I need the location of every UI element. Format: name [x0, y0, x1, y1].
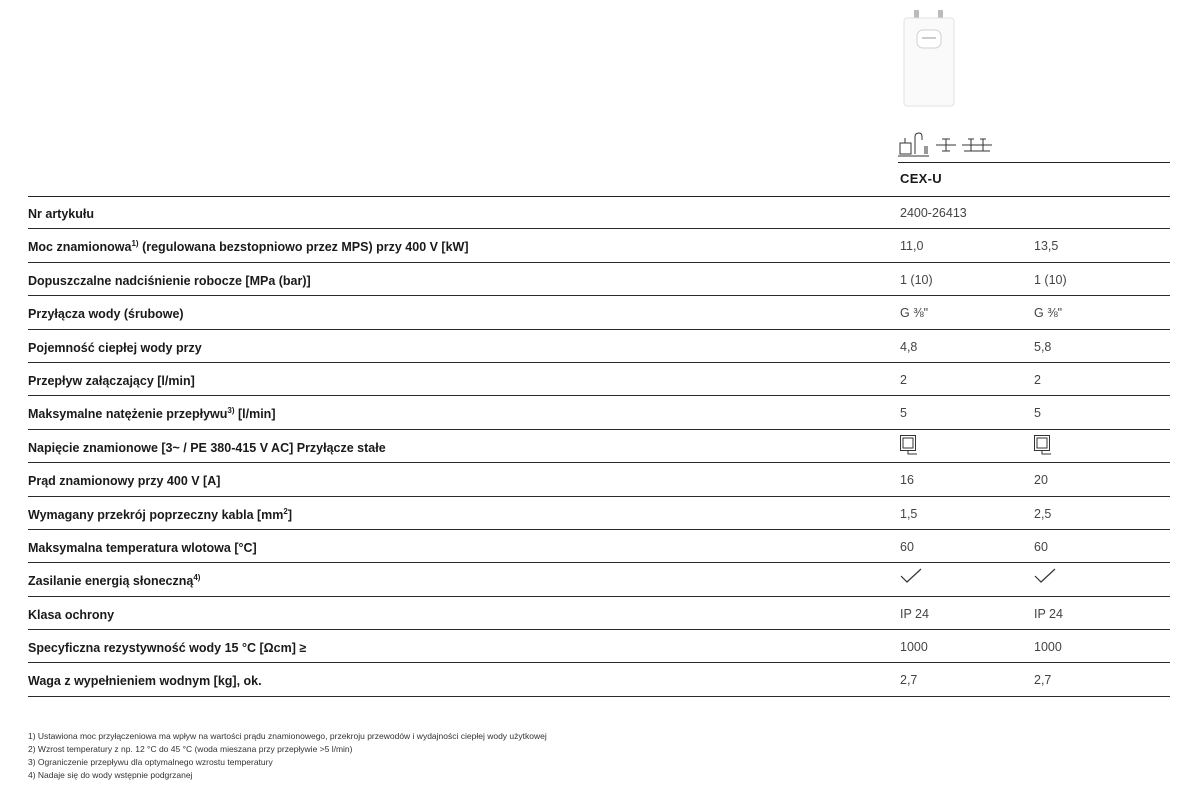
row-label-text: Napięcie znamionowe [3~ / PE 380-415 V AC] Przyłącze stałe — [28, 440, 386, 455]
row-value: 2400-26413 — [900, 206, 967, 220]
footnote-ref: 3) — [227, 406, 235, 416]
table-row — [28, 563, 1170, 596]
row-label — [28, 473, 220, 488]
row-value: 13,5 — [1034, 239, 1059, 254]
row-label-text: Maksymalna temperatura wlotowa [°C] — [28, 541, 257, 556]
row-label-text: Zasilanie energią słoneczną — [28, 574, 194, 589]
row-value: 2,7 — [1034, 673, 1052, 688]
row-label — [28, 239, 469, 254]
row-label — [28, 206, 94, 221]
footnote: 1) Ustawiona moc przyłączeniowa ma wpływ na wartości prądu znamionowego, przekroju przewodów i wydajności ciepłej wody użytkowej — [28, 731, 547, 741]
row-value: 1000 — [1034, 640, 1062, 655]
row-label — [28, 373, 195, 388]
table-row — [28, 330, 1170, 363]
row-value: 60 — [1034, 539, 1048, 554]
footnote-ref: 1) — [131, 239, 139, 249]
row-label-text: Przepływ załączający [l/min] — [28, 374, 195, 389]
footnote: 2) Wzrost temperatury z np. 12 °C do 45 °C (woda mieszana przy przepływie >5 l/min) — [28, 744, 353, 754]
row-label-text: Pojemność ciepłej wody przy — [28, 340, 202, 355]
row-label-suffix: (regulowana bezstopniowo przez MPS) przy 400 V [kW] — [138, 240, 469, 255]
row-label-suffix: ] — [287, 507, 293, 522]
row-value: G ⅜" — [1034, 306, 1063, 321]
table-row — [28, 229, 1170, 262]
row-label — [28, 507, 292, 522]
row-value: 1 (10) — [900, 272, 933, 287]
row-label-text: Waga z wypełnieniem wodnym [kg], ok. — [28, 674, 262, 689]
row-label — [28, 640, 306, 655]
row-label-suffix: [l/min] — [234, 407, 276, 422]
footnote: 3) Ograniczenie przepływu dla optymalnego wzrostu temperatury — [28, 757, 273, 767]
installation-type-icons — [898, 132, 998, 158]
row-label — [28, 440, 386, 455]
row-value: 1 (10) — [1034, 272, 1067, 287]
table-row — [28, 430, 1170, 463]
row-value: IP 24 — [1034, 606, 1063, 621]
row-value: 5 — [900, 406, 907, 421]
row-label-text: Moc znamionowa — [28, 240, 132, 255]
row-label — [28, 273, 311, 288]
row-value: 16 — [900, 473, 914, 488]
row-value: 4,8 — [900, 339, 918, 354]
row-value: 2 — [1034, 372, 1041, 387]
pressure-tap-icon — [936, 139, 956, 151]
table-row — [28, 363, 1170, 396]
row-label-text: Przyłącza wody (śrubowe) — [28, 307, 184, 322]
table-row — [28, 663, 1170, 696]
row-label — [28, 573, 200, 588]
product-image — [900, 10, 958, 110]
row-value: 60 — [900, 539, 914, 554]
row-label — [28, 340, 202, 355]
row-label — [28, 306, 184, 321]
table-row — [28, 463, 1170, 496]
row-value: 5 — [1034, 406, 1041, 421]
table-row — [28, 597, 1170, 630]
spec-table — [28, 196, 1170, 697]
row-label-text: Maksymalne natężenie przepływu — [28, 407, 228, 422]
footnote-ref: 2 — [283, 506, 288, 516]
table-row — [28, 396, 1170, 429]
row-value: IP 24 — [900, 606, 929, 621]
row-label-text: Klasa ochrony — [28, 607, 115, 622]
row-label-text: Prąd znamionowy przy 400 V [A] — [28, 474, 221, 489]
row-label-text: Nr artykułu — [28, 207, 94, 222]
row-label — [28, 607, 114, 622]
model-name: CEX-U — [900, 171, 942, 186]
row-value: 2 — [900, 372, 907, 387]
row-value: G ⅜" — [900, 306, 929, 321]
row-value: 5,8 — [1034, 339, 1052, 354]
row-label — [28, 540, 257, 555]
footnote: 4) Nadaje się do wody wstępnie podgrzanej — [28, 770, 193, 780]
header-divider — [898, 162, 1170, 163]
table-row — [28, 530, 1170, 563]
row-value: 2,5 — [1034, 506, 1052, 521]
undersink-installation-icon — [898, 133, 929, 156]
row-value: 11,0 — [900, 239, 924, 254]
row-label-text: Wymagany przekrój poprzeczny kabla [mm — [28, 507, 284, 522]
row-value: 1000 — [900, 640, 928, 655]
row-label-text: Specyficzna rezystywność wody 15 °C [Ωcm] ≥ — [28, 641, 307, 656]
row-label — [28, 406, 275, 421]
multi-outlet-icon — [962, 139, 992, 151]
table-row — [28, 263, 1170, 296]
row-value: 2,7 — [900, 673, 918, 688]
row-label — [28, 673, 262, 688]
row-label-text: Dopuszczalne nadciśnienie robocze [MPa (bar)] — [28, 273, 311, 288]
footnote-ref: 4) — [193, 573, 201, 583]
row-value: 20 — [1034, 473, 1048, 488]
table-row — [28, 296, 1170, 329]
table-row — [28, 196, 1170, 229]
footnotes — [28, 730, 547, 782]
table-row — [28, 630, 1170, 663]
row-value: 1,5 — [900, 506, 918, 521]
table-row — [28, 497, 1170, 530]
